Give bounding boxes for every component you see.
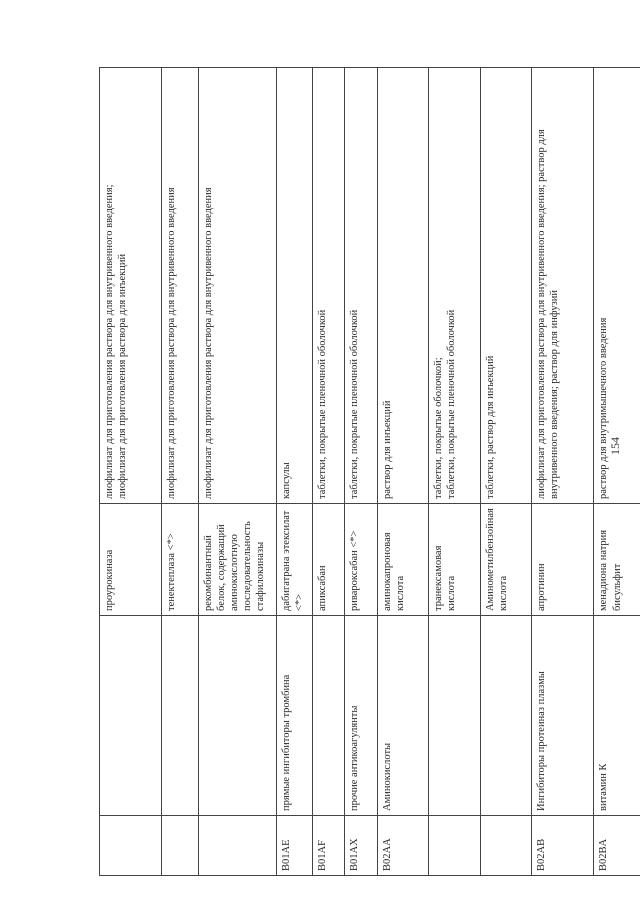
dosage-form-cell: раствор для инъекций xyxy=(377,68,429,504)
table-row xyxy=(429,68,481,876)
group-cell xyxy=(162,616,198,816)
atc-code-cell: B01AE xyxy=(276,816,312,876)
dosage-form-cell: лиофилизат для приготовления раствора для внутривенного введения xyxy=(198,68,276,504)
dosage-form-cell: таблетки, покрытые пленочной оболочкой xyxy=(345,68,377,504)
table-row xyxy=(100,68,162,876)
table-row xyxy=(162,68,198,876)
drug-name-cell: менадиона натрия бисульфит xyxy=(594,504,640,616)
table-row xyxy=(377,68,429,876)
dosage-form-cell: раствор для внутримышечного введения xyxy=(594,68,640,504)
atc-code-cell xyxy=(429,816,481,876)
group-cell xyxy=(480,616,532,816)
atc-code-cell xyxy=(100,816,162,876)
atc-code-cell: B02AA xyxy=(377,816,429,876)
table-row xyxy=(313,68,345,876)
atc-code-cell: B02BA xyxy=(594,816,640,876)
drug-name-cell: ривароксабан <*> xyxy=(345,504,377,616)
drug-table xyxy=(99,67,640,876)
group-cell: витамин К xyxy=(594,616,640,816)
drug-name-cell: рекомбинантный белок, содержащий аминокислотную последовательность стафилокиназы xyxy=(198,504,276,616)
table-row xyxy=(594,68,640,876)
dosage-form-cell: лиофилизат для приготовления раствора для внутривенного введения xyxy=(162,68,198,504)
group-cell: Аминокислоты xyxy=(377,616,429,816)
dosage-form-cell: таблетки, раствор для инъекций xyxy=(480,68,532,504)
group-cell xyxy=(313,616,345,816)
atc-code-cell xyxy=(162,816,198,876)
drug-name-cell: тенектеплаза <*> xyxy=(162,504,198,616)
dosage-form-cell: таблетки, покрытые оболочкой; таблетки, покрытые пленочной оболочкой xyxy=(429,68,481,504)
dosage-form-cell: таблетки, покрытые пленочной оболочкой xyxy=(313,68,345,504)
group-cell xyxy=(429,616,481,816)
dosage-form-cell: лиофилизат для приготовления раствора для внутривенного введения; раствор для внутривенного введения; раствор для инфузий xyxy=(532,68,594,504)
page-number: 154 xyxy=(608,437,622,455)
table-container xyxy=(99,68,640,876)
table-row xyxy=(532,68,594,876)
atc-code-cell xyxy=(198,816,276,876)
table-row xyxy=(198,68,276,876)
table-row xyxy=(345,68,377,876)
group-cell xyxy=(100,616,162,816)
rotated-table xyxy=(99,68,640,876)
table-row xyxy=(276,68,312,876)
dosage-form-cell: лиофилизат для приготовления раствора для внутривенного введения; лиофилизат для приготовления раствора для инъекций xyxy=(100,68,162,504)
dosage-form-cell: капсулы xyxy=(276,68,312,504)
drug-name-cell: аминокапроновая кислота xyxy=(377,504,429,616)
group-cell: прочие антикоагулянты xyxy=(345,616,377,816)
drug-name-cell: проурокиназа xyxy=(100,504,162,616)
atc-code-cell: B01AX xyxy=(345,816,377,876)
drug-name-cell: Аминометилбензойная кислота xyxy=(480,504,532,616)
atc-code-cell: B02AB xyxy=(532,816,594,876)
drug-name-cell: апротинин xyxy=(532,504,594,616)
group-cell: прямые ингибиторы тромбина xyxy=(276,616,312,816)
group-cell: Ингибиторы протеиназ плазмы xyxy=(532,616,594,816)
group-cell xyxy=(198,616,276,816)
drug-name-cell: дабигатрана этексилат <*> xyxy=(276,504,312,616)
drug-name-cell: транексамовая кислота xyxy=(429,504,481,616)
table-row xyxy=(480,68,532,876)
atc-code-cell xyxy=(480,816,532,876)
drug-name-cell: апиксабан xyxy=(313,504,345,616)
atc-code-cell: B01AF xyxy=(313,816,345,876)
